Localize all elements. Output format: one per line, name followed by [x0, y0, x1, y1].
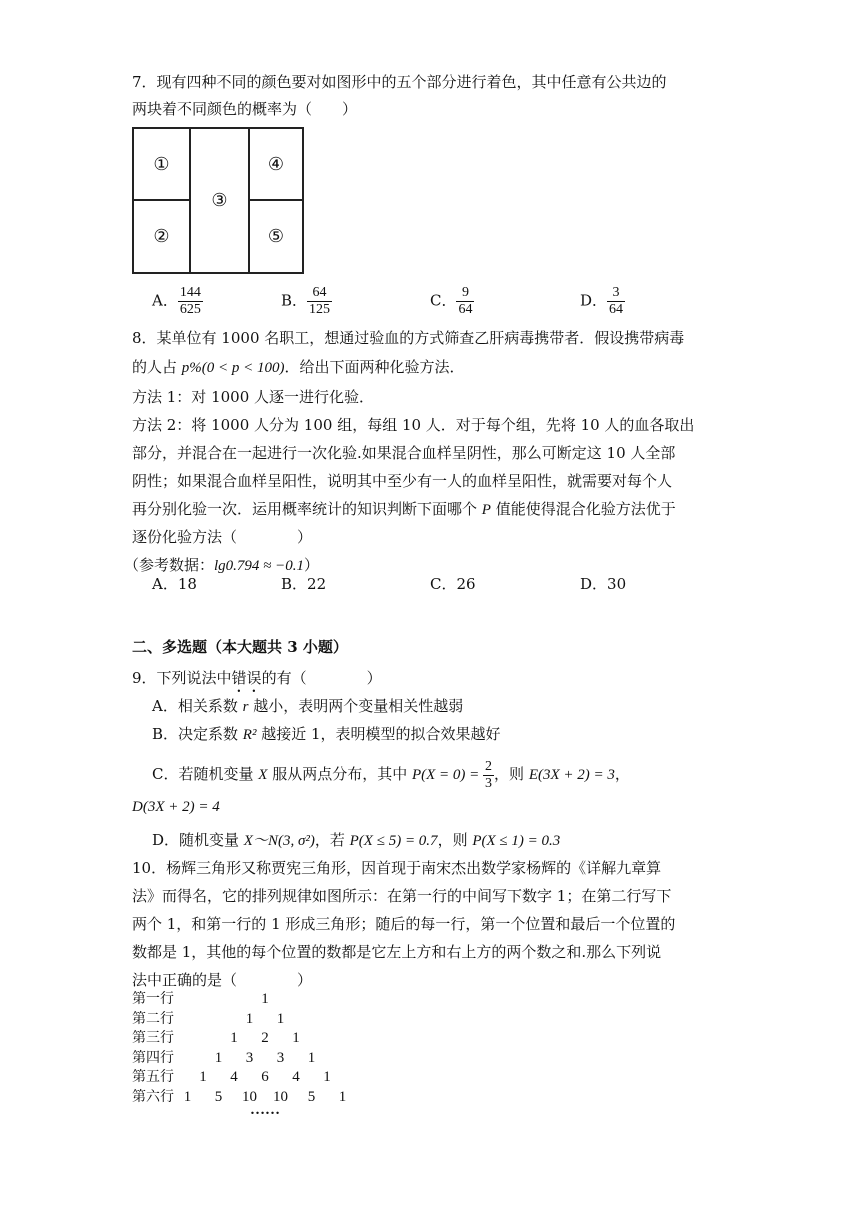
triangle-number: 4	[230, 1069, 238, 1085]
fraction-numerator: 144	[179, 285, 201, 300]
math-variable: X	[258, 767, 268, 783]
q9-option-d[interactable]	[152, 830, 560, 851]
text: 的人占	[132, 358, 182, 376]
text: ，则	[437, 831, 473, 849]
q10-stem-line4: 数都是 1，其他的每个位置的数都是它左上方和右上方的两个数之和.那么下列说	[132, 943, 662, 961]
q8-method2-line5: 逐份化验方法（ ）	[132, 528, 313, 546]
q10-stem-line2: 法》而得名，它的排列规律如图所示：在第一行的中间写下数字 1；在第二行写下	[132, 887, 672, 905]
math-expression: P(X = 0) =	[411, 767, 484, 783]
q9-option-b[interactable]	[152, 724, 501, 745]
triangle-row-label: 第三行	[132, 1030, 174, 1046]
text: 越小，表明两个变量相关性越弱	[248, 697, 464, 715]
triangle-number: 1	[183, 1088, 192, 1105]
region-4	[248, 129, 302, 201]
math-expression: P(X ≤ 5) = 0.7	[349, 833, 438, 849]
triangle-number: 5	[214, 1088, 223, 1105]
q7-stem-line1: 7．现有四种不同的颜色要对如图形中的五个部分进行着色，其中任意有公共边的	[132, 73, 667, 91]
q7-stem-line2: 两块着不同颜色的概率为（ ）	[132, 100, 358, 118]
q8-stem-line2	[132, 357, 465, 378]
text: 的有（ ）	[261, 669, 382, 687]
region-1	[134, 129, 191, 201]
math-expression: X～N(3, σ²)	[243, 833, 315, 849]
math-fraction	[483, 759, 494, 792]
q8-method1: 方法 1：对 1000 人逐一进行化验．	[132, 388, 375, 406]
triangle-ellipsis: ……	[250, 1102, 280, 1118]
text: 9．下列说法中	[132, 669, 232, 687]
text: 值能使得混合化验方法优于	[490, 500, 676, 518]
triangle-number: 1	[338, 1088, 347, 1105]
q8-option-c[interactable]: C．26	[430, 575, 476, 593]
math-variable: r	[242, 699, 249, 715]
triangle-row-label: 第六行	[132, 1088, 174, 1105]
q8-method2-line1: 方法 2：将 1000 人分为 100 组，每组 10 人．对于每个组，先将 10 人的血各取出	[132, 416, 695, 434]
q7-option-b[interactable]	[281, 285, 332, 318]
region-2-label: ②	[153, 226, 170, 247]
fraction-denominator: 64	[609, 302, 624, 317]
q7-option-d[interactable]	[580, 285, 625, 318]
q7-coloring-figure	[132, 127, 304, 274]
fraction-numerator: 64	[307, 285, 332, 302]
q10-stem-line5: 法中正确的是（ ）	[132, 971, 313, 989]
triangle-number: 10	[273, 1088, 288, 1105]
triangle-number: 1	[214, 1049, 223, 1066]
fraction-denominator: 625	[179, 302, 201, 317]
triangle-row-label: 第一行	[132, 991, 174, 1007]
fraction-numerator: 2	[485, 758, 493, 774]
math-variable: R²	[242, 727, 257, 743]
fraction-denominator: 125	[309, 302, 331, 317]
math-expression: P(X ≤ 1) = 0.3	[472, 833, 561, 849]
region-2	[134, 201, 191, 272]
section-heading-multiple-choice: 二、多选题（本大题共 3 小题）	[132, 638, 348, 656]
triangle-number: 1	[245, 1010, 254, 1027]
triangle-row-label: 第四行	[132, 1049, 174, 1066]
triangle-number: 2	[261, 1030, 269, 1046]
math-expression: E(3X + 2) = 3	[528, 767, 615, 783]
q7-option-c[interactable]	[430, 285, 474, 318]
q9-option-c[interactable]	[152, 756, 630, 793]
emphasized-text: 错误	[231, 669, 262, 687]
q8-method2-line3: 阴性；如果混合血样呈阳性，说明其中至少有一人的血样呈阳性，就需要对每个人	[132, 472, 673, 490]
option-letter: B．	[281, 291, 308, 310]
fraction-denominator: 3	[485, 775, 493, 791]
text: B．决定系数	[152, 725, 243, 743]
q9-option-a[interactable]	[152, 696, 463, 717]
fraction-numerator: 9	[456, 285, 474, 302]
option-letter: A．	[152, 291, 178, 310]
triangle-number: 1	[307, 1049, 316, 1066]
triangle-number: 1	[230, 1030, 238, 1046]
q8-option-a[interactable]: A．18	[152, 575, 197, 593]
text: 越接近 1，表明模型的拟合效果越好	[256, 725, 501, 743]
option-fraction	[456, 285, 474, 318]
option-fraction	[178, 285, 203, 318]
option-letter: C．	[430, 291, 457, 310]
triangle-number: 3	[245, 1049, 254, 1066]
fraction-denominator: 64	[458, 302, 473, 317]
triangle-number: 1	[261, 991, 269, 1007]
text: 再分别化验一次．运用概率统计的知识判断下面哪个	[132, 500, 482, 518]
math-expression: p%(0 < p < 100)	[181, 360, 285, 376]
text: C．若随机变量	[152, 765, 259, 783]
triangle-number: 5	[307, 1088, 316, 1105]
triangle-number: 3	[276, 1049, 285, 1066]
q9-option-c-continued	[132, 796, 220, 817]
text: ．给出下面两种化验方法．	[284, 358, 465, 376]
region-1-label: ①	[153, 153, 170, 175]
math-expression: D(3X + 2) = 4	[132, 799, 220, 815]
q8-option-d[interactable]: D．30	[580, 575, 627, 593]
q9-stem	[132, 668, 382, 696]
text: （参考数据：	[124, 556, 215, 574]
q8-stem-line1: 8．某单位有 1000 名职工，想通过验血的方式筛查乙肝病毒携带者．假设携带病毒	[132, 329, 685, 347]
q10-stem-line3: 两个 1，和第一行的 1 形成三角形；随后的每一行，第一个位置和最后一个位置的	[132, 915, 676, 933]
triangle-row-label: 第五行	[132, 1069, 174, 1085]
q7-option-a[interactable]	[152, 285, 203, 318]
q8-option-b[interactable]: B．22	[281, 575, 327, 593]
text: A．相关系数	[152, 697, 243, 715]
triangle-number: 1	[276, 1010, 285, 1027]
region-3	[191, 129, 248, 272]
triangle-number: 1	[323, 1069, 331, 1085]
region-5	[248, 201, 302, 272]
region-3-label: ③	[211, 190, 228, 211]
region-4-label: ④	[267, 153, 285, 175]
text: ，则	[494, 765, 529, 783]
q8-method2-line2: 部分，并混合在一起进行一次化验.如果混合血样呈阴性，那么可断定这 10 人全部	[132, 444, 676, 462]
q8-reference-data	[124, 555, 319, 576]
option-fraction	[307, 285, 332, 318]
fraction-numerator: 3	[607, 285, 625, 302]
q10-stem-line1: 10．杨辉三角形又称贾宪三角形，因首现于南宋杰出数学家杨辉的《详解九章算	[132, 859, 662, 877]
triangle-number: 4	[292, 1069, 300, 1085]
triangle-number: 6	[261, 1069, 269, 1085]
text: ，	[614, 765, 630, 783]
option-fraction	[607, 285, 625, 318]
text: 服从两点分布，其中	[267, 765, 412, 783]
math-variable: P	[481, 502, 491, 518]
math-expression: lg0.794 ≈ −0.1	[214, 558, 305, 574]
option-letter: D．	[580, 291, 608, 310]
text: D．随机变量	[152, 831, 244, 849]
triangle-number: 1	[292, 1030, 300, 1046]
region-5-label: ⑤	[267, 226, 285, 247]
triangle-number: 10	[242, 1088, 257, 1105]
triangle-number: 1	[199, 1069, 207, 1085]
q8-method2-line4	[132, 499, 676, 520]
triangle-row-label: 第二行	[132, 1010, 174, 1027]
text: ）	[304, 556, 320, 574]
text: ，若	[314, 831, 350, 849]
